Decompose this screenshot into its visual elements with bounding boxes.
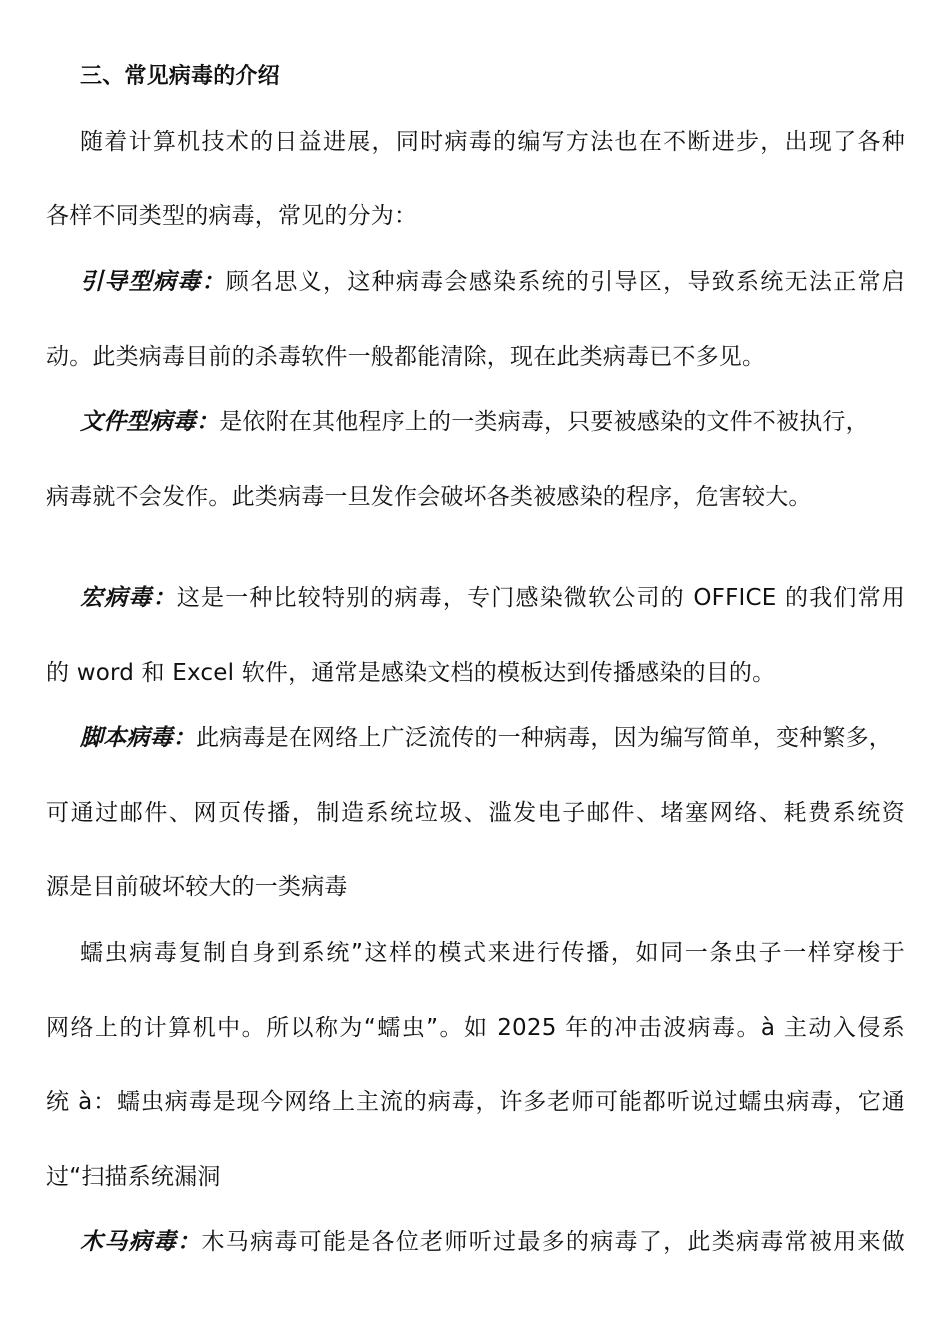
script-virus-term: 脚本病毒： [80, 725, 196, 751]
script-virus-line-3: 源是目前破坏较大的一类病毒 [46, 874, 348, 900]
macro-virus-line-1: 这是一种比较特别的病毒，专门感染微软公司的 OFFICE 的我们常用 [176, 585, 905, 611]
boot-virus-paragraph [80, 267, 905, 297]
file-virus-paragraph [80, 407, 869, 437]
trojan-virus-line-1: 木马病毒可能是各位老师听过最多的病毒了，此类病毒常被用来做 [201, 1229, 905, 1255]
intro-line-1: 随着计算机技术的日益进展，同时病毒的编写方法也在不断进步，出现了各种 [80, 129, 905, 155]
worm-virus-line-1: 蠕虫病毒复制自身到系统”这样的模式来进行传播，如同一条虫子一样穿梭于 [80, 940, 905, 966]
macro-virus-line-2: 的 word 和 Excel 软件，通常是感染文档的模板达到传播感染的目的。 [46, 660, 776, 686]
section-heading: 三、常见病毒的介绍 [80, 64, 280, 89]
script-virus-paragraph [80, 723, 892, 753]
worm-virus-line-4: 过“扫描系统漏洞 [46, 1164, 221, 1190]
macro-virus-paragraph [80, 583, 905, 613]
script-virus-line-1: 此病毒是在网络上广泛流传的一种病毒，因为编写简单，变种繁多， [196, 725, 892, 751]
trojan-virus-term: 木马病毒： [80, 1229, 202, 1255]
file-virus-line-2: 病毒就不会发作。此类病毒一旦发作会破坏各类被感染的程序，危害较大。 [46, 484, 812, 510]
boot-virus-line-1: 顾名思义，这种病毒会感染系统的引导区，导致系统无法正常启 [225, 269, 905, 295]
intro-line-2: 各样不同类型的病毒，常见的分为： [46, 203, 418, 229]
boot-virus-line-2: 动。此类病毒目前的杀毒软件一般都能清除，现在此类病毒已不多见。 [46, 344, 766, 370]
boot-virus-term: 引导型病毒： [80, 269, 226, 295]
worm-virus-line-3: 统 à：蠕虫病毒是现今网络上主流的病毒，许多老师可能都听说过蠕虫病毒，它通 [46, 1089, 905, 1115]
script-virus-line-2: 可通过邮件、网页传播，制造系统垃圾、滥发电子邮件、堵塞网络、耗费系统资 [46, 800, 905, 826]
worm-virus-line-2: 网络上的计算机中。所以称为“蠕虫”。如 2025 年的冲击波病毒。à 主动入侵系 [46, 1015, 905, 1041]
trojan-virus-paragraph [80, 1227, 905, 1257]
macro-virus-term: 宏病毒： [80, 585, 177, 611]
file-virus-line-1: 是依附在其他程序上的一类病毒，只要被感染的文件不被执行， [219, 409, 869, 435]
file-virus-term: 文件型病毒： [80, 409, 220, 435]
